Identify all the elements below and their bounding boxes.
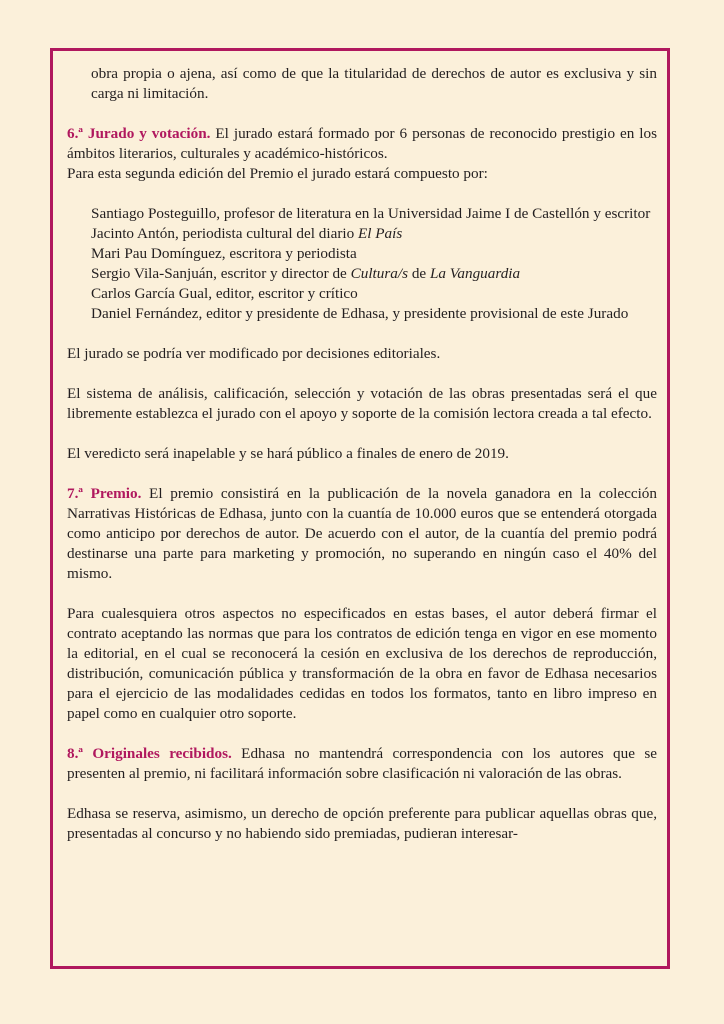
paragraph-continuation: obra propia o ajena, así como de que la titularidad de derechos de autor es exclusiva y sin carga ni limitación. bbox=[91, 65, 657, 102]
jury-list bbox=[67, 204, 657, 324]
publication-title: La Vanguardia bbox=[429, 265, 521, 282]
jury-member: Carlos García Gual, editor, escritor y crítico bbox=[91, 285, 358, 302]
jury-member bbox=[91, 224, 657, 244]
jury-member bbox=[91, 264, 657, 284]
section-8-paragraph bbox=[67, 744, 657, 784]
jury-member: Mari Pau Domínguez, escritora y periodista bbox=[91, 245, 357, 262]
paragraph-modification: El jurado se podría ver modificado por decisiones editoriales. bbox=[67, 345, 441, 362]
paragraph-option: Edhasa se reserva, asimismo, un derecho de opción preferente para publicar aquellas obras que, presentadas al concurso y no habiendo sido premiadas, pudieran interesar- bbox=[67, 805, 657, 842]
section-6-paragraph bbox=[67, 124, 657, 164]
paragraph-system: El sistema de análisis, calificación, selección y votación de las obras presentadas será el que libremente establezca el jurado con el apoyo y soporte de la comisión lectora creada a tal efecto. bbox=[67, 385, 657, 422]
paragraph-verdict: El veredicto será inapelable y se hará público a finales de enero de 2019. bbox=[67, 445, 509, 462]
jury-member-text: Jacinto Antón, periodista cultural del diario bbox=[91, 225, 358, 242]
jury-member: Daniel Fernández, editor y presidente de Edhasa, y presidente provisional de este Jurado bbox=[91, 305, 629, 322]
section-8-heading: 8.ª Originales recibidos. bbox=[67, 745, 232, 762]
jury-intro: Para esta segunda edición del Premio el jurado estará compuesto por: bbox=[67, 165, 488, 182]
document-body bbox=[67, 64, 657, 844]
section-7-heading: 7.ª Premio. bbox=[67, 485, 142, 502]
section-6-text: El jurado estará formado por 6 personas de reconocido prestigio en los ámbitos literarios, culturales y académico-históricos. bbox=[67, 125, 658, 162]
jury-member: Santiago Posteguillo, profesor de literatura en la Universidad Jaime I de Castellón y escritor bbox=[91, 205, 651, 222]
section-7-text: El premio consistirá en la publicación de la novela ganadora en la colección Narrativas Históricas de Edhasa, junto con la cuantía de 10.000 euros que se entenderá otorgada como anticipo por derechos de autor. De acuerdo con el autor, de la cuantía del premio podrá destinarse una parte para marketing y promoción, no superando en ningún caso el 40% del mismo. bbox=[67, 485, 657, 582]
section-6-heading: 6.ª Jurado y votación. bbox=[67, 125, 211, 142]
publication-title: Cultura/s bbox=[350, 265, 409, 282]
jury-member-text: Sergio Vila-Sanjuán, escritor y director de bbox=[91, 265, 351, 282]
section-8-text: Edhasa no mantendrá correspondencia con los autores que se presenten al premio, ni facilitará información sobre clasificación ni valoración de las obras. bbox=[67, 745, 657, 782]
publication-title: El País bbox=[357, 225, 403, 242]
jury-member-text: de bbox=[408, 265, 430, 282]
paragraph-contract: Para cualesquiera otros aspectos no especificados en estas bases, el autor deberá firmar el contrato aceptando las normas que para los contratos de edición tenga en vigor en ese momento la editorial, en el cual se reconocerá la cesión en exclusiva de los derechos de reproducción, distribución, comunicación pública y transformación de la obra en favor de Edhasa necesarios para el ejercicio de las modalidades cedidas en todos los formatos, tanto en libro impreso en papel como en cualquier otro soporte. bbox=[67, 605, 657, 722]
section-7-paragraph bbox=[67, 484, 657, 584]
